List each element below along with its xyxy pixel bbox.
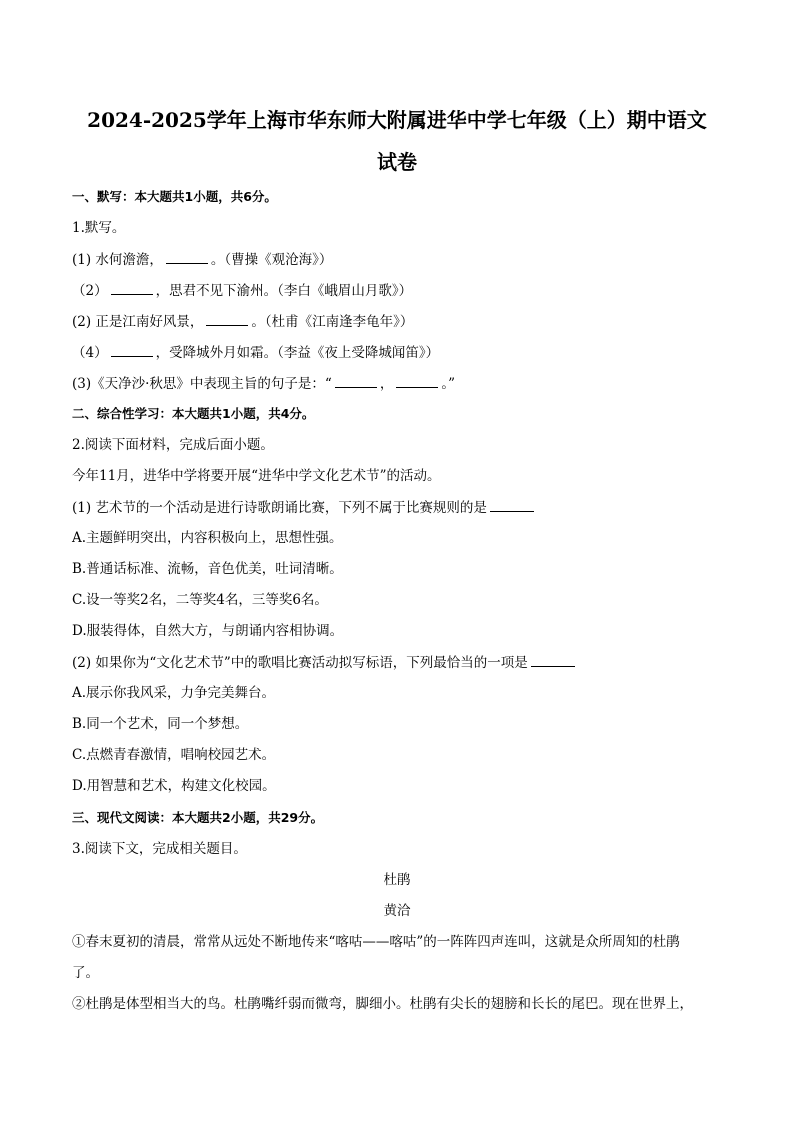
option-d: D.服装得体，自然大方，与朗诵内容相协调。: [72, 623, 344, 639]
option-a: A.展示你我风采，力争完美舞台。: [72, 685, 276, 701]
section-1-heading: 一、默写：本大题共1小题，共6分。: [72, 189, 277, 204]
answer-blank[interactable]: [531, 652, 575, 667]
question-1-item-3: (2) 正是江南好风景， 。（杜甫《江南逢李龟年》）: [72, 311, 413, 332]
option-b: B.同一个艺术，同一个梦想。: [72, 716, 249, 732]
question-2-label: 2.阅读下面材料，完成后面小题。: [72, 437, 274, 453]
section-3-heading: 三、现代文阅读：本大题共2小题，共29分。: [72, 810, 324, 825]
question-1-item-1: (1) 水何澹澹， 。（曹操《观沧海》）: [72, 249, 332, 270]
section-2-heading: 二、综合性学习：本大题共1小题，共4分。: [72, 406, 315, 421]
paragraph-2: ②杜鹃是体型相当大的鸟。杜鹃嘴纤弱而微弯，脚细小。杜鹃有尖长的翅膀和长长的尾巴。现在世界上，: [72, 996, 693, 1012]
article-author: 黄洽: [383, 903, 411, 919]
question-2-sub-2-stem: (2) 如果你为“文化艺术节”中的歌唱比赛活动拟写标语，下列最恰当的一项是: [72, 652, 578, 673]
question-1-label: 1.默写。: [72, 220, 126, 236]
answer-blank[interactable]: [166, 249, 208, 264]
option-b: B.普通话标准、流畅，音色优美，吐词清晰。: [72, 561, 343, 577]
page-title-continued: 试卷: [377, 150, 417, 174]
paragraph-1: ①春末夏初的清晨，常常从远处不断地传来“喀咕——喀咕”的一阵阵四声连叫，这就是众所周知的杜鹃: [72, 934, 680, 950]
paragraph-1-continued: 了。: [72, 965, 99, 981]
question-1-item-4: （4） ，受降城外月如霜。（李益《夜上受降城闻笛》）: [72, 342, 439, 363]
option-c: C.设一等奖2名，二等奖4名，三等奖6名。: [72, 592, 328, 608]
option-c: C.点燃青春激情，唱响校园艺术。: [72, 747, 276, 763]
article-title: 杜鹃: [383, 872, 411, 888]
question-2-sub-1-stem: (1) 艺术节的一个活动是进行诗歌朗诵比赛，下列不属于比赛规则的是: [72, 497, 537, 518]
page-title: 2024-2025学年上海市华东师大附属进华中学七年级（上）期中语文: [87, 108, 707, 132]
question-2-intro: 今年11月，进华中学将要开展“进华中学文化艺术节”的活动。: [72, 468, 441, 484]
option-a: A.主题鲜明突出，内容积极向上，思想性强。: [72, 530, 343, 546]
answer-blank[interactable]: [396, 373, 438, 388]
question-1-item-2: （2） ，思君不见下渝州。（李白《峨眉山月歌》）: [72, 280, 412, 301]
answer-blank[interactable]: [111, 342, 153, 357]
answer-blank[interactable]: [206, 311, 248, 326]
question-3-label: 3.阅读下文，完成相关题目。: [72, 841, 247, 857]
answer-blank[interactable]: [111, 280, 153, 295]
question-1-item-5: (3)《天净沙·秋思》中表现主旨的句子是：“ ， 。”: [72, 373, 455, 394]
answer-blank[interactable]: [490, 497, 534, 512]
option-d: D.用智慧和艺术，构建文化校园。: [72, 778, 276, 794]
answer-blank[interactable]: [335, 373, 377, 388]
